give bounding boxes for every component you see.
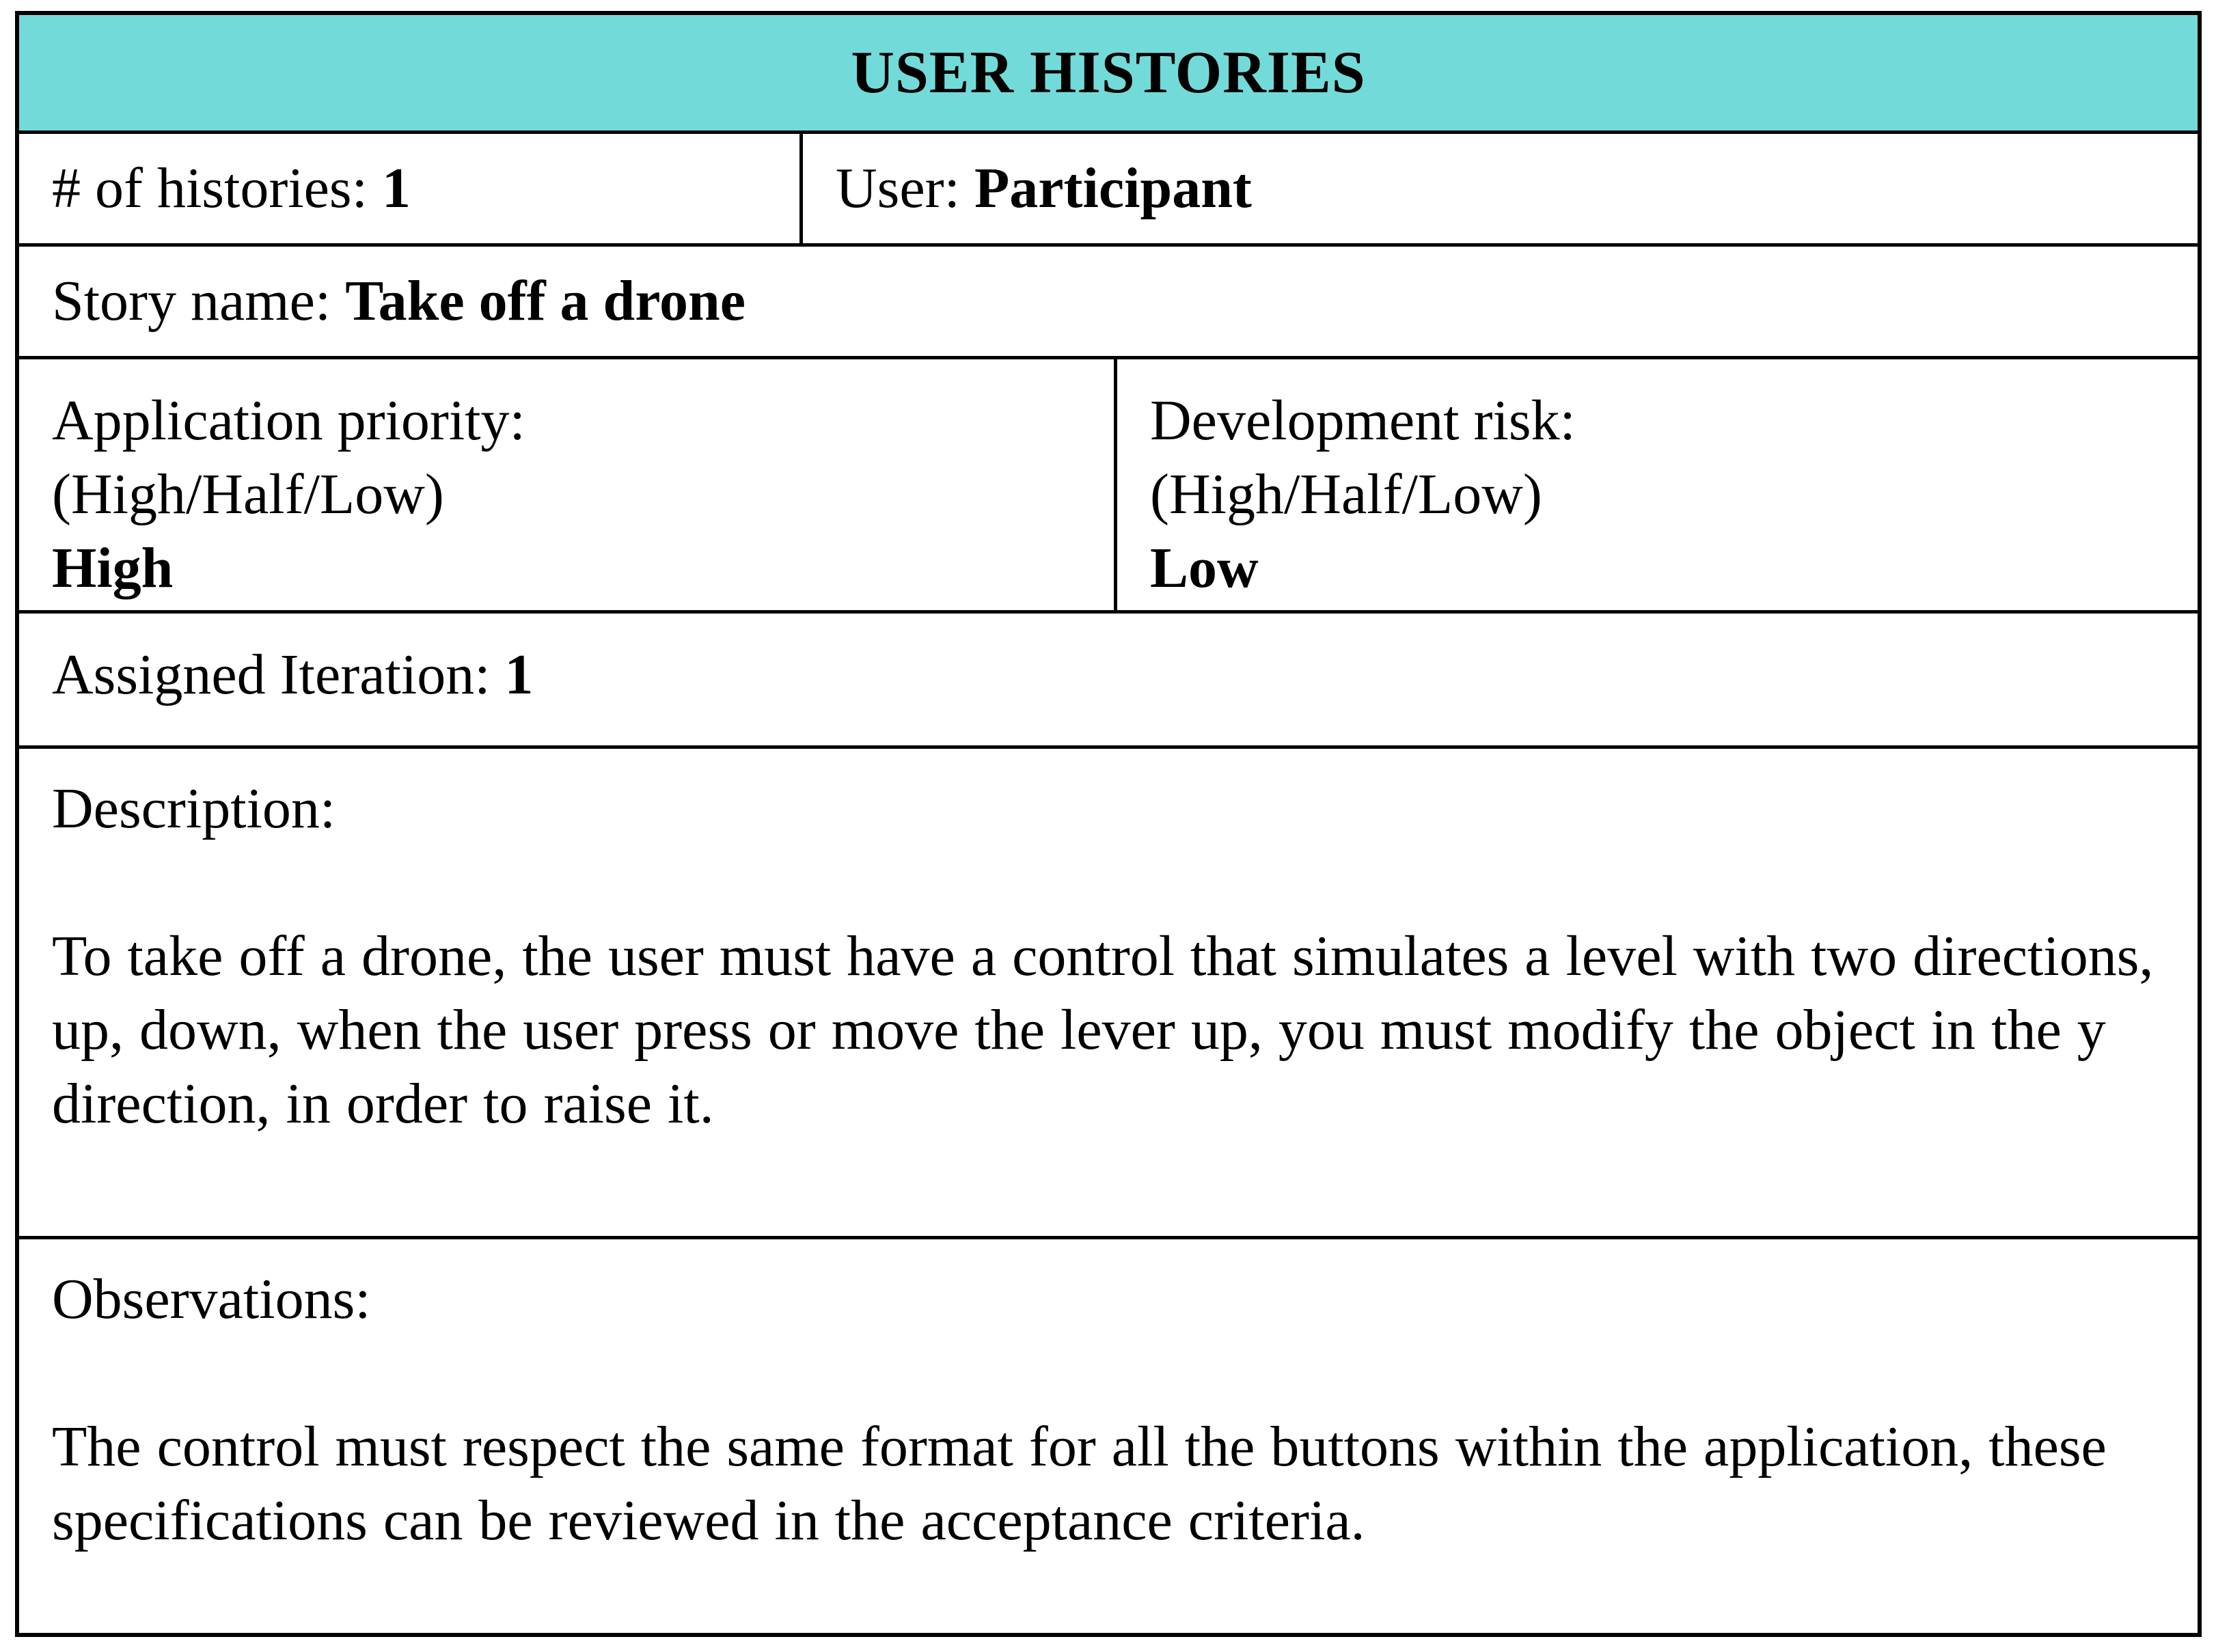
observations-text: The control must respect the same format for all the buttons within the application, these specifications can be reviewed in the acceptance criteria. [52, 1415, 2107, 1552]
user-value: Participant [974, 156, 1252, 220]
priority-risk-row [19, 359, 2198, 614]
user-label: User: [836, 156, 974, 220]
meta-row [19, 134, 2198, 247]
iteration-row [19, 614, 2198, 749]
user-history-card [15, 11, 2202, 1637]
card-header [19, 15, 2198, 134]
priority-options: (High/Half/Low) [52, 463, 444, 526]
histories-value: 1 [381, 156, 411, 220]
iteration-value: 1 [504, 643, 534, 706]
card-title: USER HISTORIES [851, 40, 1366, 106]
priority-cell [19, 359, 1114, 610]
histories-cell [19, 134, 799, 243]
priority-label: Application priority: [52, 389, 525, 452]
observations-label: Observations: [52, 1267, 371, 1331]
story-cell [19, 247, 2198, 356]
story-row [19, 247, 2198, 359]
histories-label: # of histories: [52, 156, 382, 220]
iteration-label: Assigned Iteration: [52, 643, 505, 706]
observations-cell [19, 1239, 2198, 1633]
description-label: Description: [52, 777, 336, 840]
risk-options: (High/Half/Low) [1150, 463, 1542, 526]
risk-label: Development risk: [1150, 389, 1576, 452]
user-cell [799, 134, 2198, 243]
iteration-cell [19, 614, 2198, 745]
story-value: Take off a drone [345, 269, 746, 333]
observations-row [19, 1239, 2198, 1633]
risk-value: Low [1150, 536, 1259, 600]
story-label: Story name: [52, 269, 346, 333]
description-row [19, 749, 2198, 1239]
priority-value: High [52, 536, 174, 600]
risk-cell [1114, 359, 2198, 610]
description-text: To take off a drone, the user must have a control that simulates a level with two directions, up, down, when the user press or move the lever up, you must modify the object in the y direction, in order to raise it. [52, 924, 2154, 1135]
description-cell [19, 749, 2198, 1236]
